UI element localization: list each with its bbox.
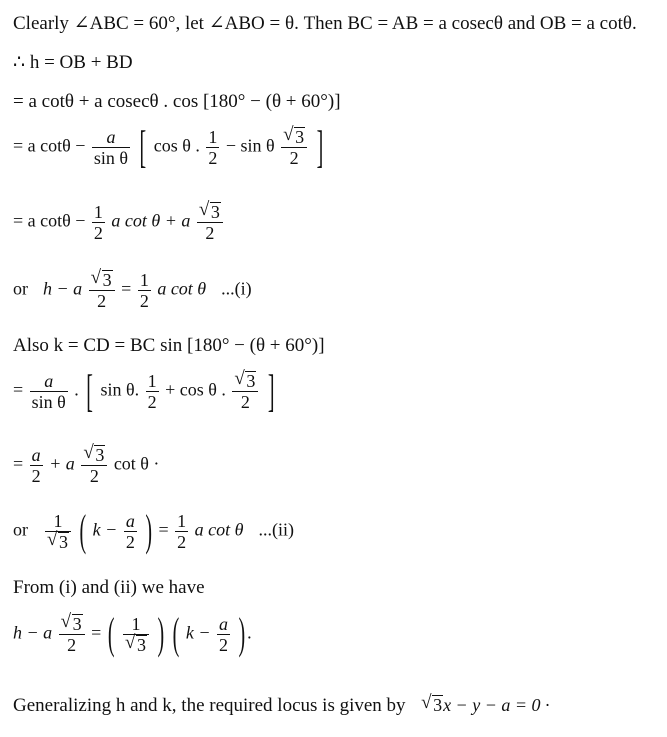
a-over-2-fraction: $\frac{a}{2}$ bbox=[31, 445, 41, 486]
sqrt-symbol: √ 3 bbox=[83, 445, 105, 465]
cot-term: cot θ · bbox=[113, 453, 160, 474]
statement-text: Clearly ∠ABC = 60°, let ∠ABO = θ. Then BC = AB = a cosecθ and OB = a cotθ. bbox=[13, 13, 637, 34]
equals-sign: = bbox=[158, 519, 169, 540]
left-bracket: [ bbox=[139, 122, 147, 173]
or-label: or bbox=[13, 519, 28, 540]
equation-ii bbox=[13, 507, 294, 556]
eq-i-lhs: h − a bbox=[43, 278, 83, 299]
sqrt-symbol: √ 3 bbox=[421, 694, 443, 716]
right-paren: ) bbox=[145, 507, 152, 556]
equals-sign: = bbox=[121, 278, 132, 299]
eq-ii-rhs: a cot θ bbox=[194, 519, 244, 540]
h-definition-text: ∴ h = OB + BD bbox=[13, 52, 133, 73]
locus-rest: x − y − a = 0 · bbox=[443, 695, 550, 715]
denominator-sin: sin θ bbox=[93, 148, 129, 168]
h-expansion-text: = a cotθ + a cosecθ . cos [180° − (θ + 60°)] bbox=[13, 91, 341, 112]
plus-a: + a bbox=[49, 453, 75, 474]
combined-lhs: h − a bbox=[13, 622, 53, 643]
sqrt-symbol: √ 3 bbox=[47, 532, 69, 552]
right-bracket: ] bbox=[316, 122, 324, 173]
left-paren: ( bbox=[107, 610, 115, 659]
root3-over-2-fraction: √ $\frac{3}{2}$ bbox=[59, 614, 85, 655]
eq-i-rhs: a cot θ bbox=[157, 278, 207, 299]
step2-prefix: = a cotθ − bbox=[13, 210, 86, 231]
half-fraction: $\frac{1}{2}$ bbox=[93, 202, 103, 243]
equals-sign: = bbox=[13, 453, 24, 474]
half-fraction: $\frac{1}{2}$ bbox=[177, 511, 187, 552]
equation-step-3: = $\frac{a}{\text{sin θ}}$ . [ sin θ. $\frac{1}{2}$ + cos θ . √ $\frac{3}{2}$ ] bbox=[13, 371, 278, 412]
right-paren: ) bbox=[157, 610, 165, 659]
k-definition-text: Also k = CD = BC sin [180° − (θ + 60°)] bbox=[13, 335, 325, 356]
minus-sin-term: − sin θ bbox=[225, 135, 275, 156]
sqrt-symbol: √ 3 bbox=[199, 202, 221, 222]
right-paren: ) bbox=[238, 610, 246, 659]
sqrt-symbol: √ 3 bbox=[125, 635, 147, 655]
sin-term: sin θ bbox=[100, 379, 135, 400]
locus-conclusion bbox=[13, 694, 549, 717]
denominator-two: 2 bbox=[208, 148, 218, 168]
sqrt-symbol: √ 3 bbox=[283, 127, 305, 147]
k-definition bbox=[13, 335, 325, 357]
dot: . bbox=[74, 379, 79, 400]
plus-cos-term: + cos θ . bbox=[165, 379, 226, 400]
root3-over-2-fraction: √ $\frac{3}{2}$ bbox=[81, 445, 107, 486]
step2-middle: a cot θ + a bbox=[111, 210, 191, 231]
a-over-sin-fraction bbox=[92, 127, 130, 168]
right-bracket: ] bbox=[267, 366, 275, 417]
cos-term: cos θ . bbox=[153, 135, 200, 156]
root3-over-2-fraction: √ $\frac{3}{2}$ bbox=[232, 371, 258, 412]
equation-step-4 bbox=[13, 445, 159, 486]
k-minus: k − bbox=[185, 622, 211, 643]
a-over-sin-fraction: $\frac{a}{\text{sin θ}}$ bbox=[31, 371, 66, 412]
from-i-ii-text: From (i) and (ii) we have bbox=[13, 577, 205, 598]
combined-equation: h − a √ $\frac{3}{2}$ = ( 1 √ 3 ) ( k − $\frac{a}{2}$ ) . bbox=[13, 614, 252, 655]
h-expansion bbox=[13, 91, 341, 113]
h-definition bbox=[13, 52, 133, 74]
one-over-root3-fraction: 1 √ 3 bbox=[123, 614, 149, 655]
sqrt-symbol: √ 3 bbox=[61, 614, 83, 634]
locus-text: Generalizing h and k, the required locus is given by bbox=[13, 695, 406, 716]
sqrt-symbol: √ 3 bbox=[234, 371, 256, 391]
left-paren: ( bbox=[79, 507, 87, 556]
half-fraction: $\frac{1}{2}$ bbox=[147, 371, 157, 412]
root3-over-2-fraction: √ $\frac{3}{2}$ bbox=[89, 270, 115, 311]
locus-equation bbox=[421, 695, 549, 715]
or-label: or bbox=[13, 278, 28, 299]
a-over-2-fraction: $\frac{a}{2}$ bbox=[218, 614, 228, 655]
statement-line bbox=[13, 13, 637, 35]
half-fraction bbox=[206, 127, 219, 168]
sqrt-symbol: √ 3 bbox=[91, 270, 113, 290]
equation-tag-ii: ...(ii) bbox=[258, 519, 294, 540]
from-i-ii bbox=[13, 577, 205, 599]
root3-over-2-fraction: √ $\frac{3}{2}$ bbox=[197, 202, 223, 243]
one-over-root3-fraction: 1 √ 3 bbox=[45, 511, 71, 552]
equation-i bbox=[13, 270, 252, 311]
equals-sign: = bbox=[91, 622, 102, 643]
left-paren: ( bbox=[172, 610, 180, 659]
equals-sign: = bbox=[13, 379, 24, 400]
left-bracket: [ bbox=[86, 366, 93, 417]
equation-step-1 bbox=[13, 122, 326, 173]
k-minus: k − bbox=[92, 519, 118, 540]
a-over-2-fraction: $\frac{a}{2}$ bbox=[125, 511, 135, 552]
half-fraction: $\frac{1}{2}$ bbox=[139, 270, 149, 311]
numerator-one: 1 bbox=[208, 127, 218, 147]
equation-step-2 bbox=[13, 202, 225, 243]
equation-tag-i: ...(i) bbox=[221, 278, 252, 299]
step1-prefix: = a cotθ − bbox=[13, 135, 86, 156]
numerator-a: a bbox=[106, 127, 116, 147]
root3-over-2-fraction: √ $\frac{3}{2}$ bbox=[281, 127, 307, 168]
